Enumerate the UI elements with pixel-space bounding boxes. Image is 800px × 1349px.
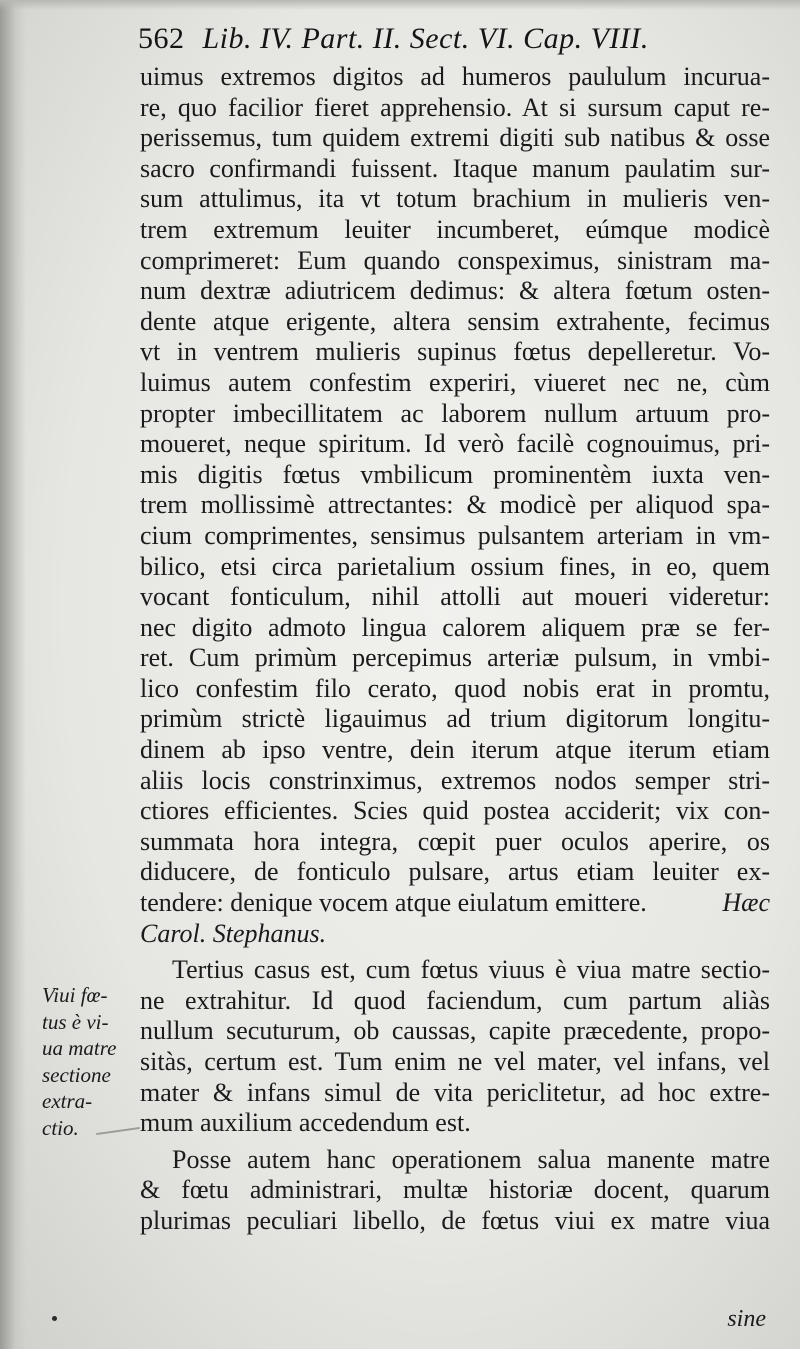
paragraph-line: mater & infans simul de vita periclitetur, ad hoc extre- bbox=[140, 1077, 770, 1107]
marginal-note-line: tus è vi- bbox=[42, 1009, 109, 1034]
text-line: re, quo facilior fieret apprehensio. At si sursum caput re- bbox=[140, 92, 770, 122]
text-line: vt in ventrem mulieris supinus fœtus depelleretur. Vo- bbox=[140, 337, 770, 367]
text-line: moueret, neque spiritum. Id verò facilè cognouimus, pri- bbox=[140, 429, 770, 459]
marginal-note-line: ctio. bbox=[42, 1115, 79, 1140]
text-line: luimus autem confestim experiri, viueret nec ne, cùm bbox=[140, 367, 770, 397]
text-line: dente atque erigente, altera sensim extrahente, fecimus bbox=[140, 306, 770, 336]
paragraph-line: ne extrahitur. Id quod faciendum, cum partum aliàs bbox=[140, 985, 770, 1015]
running-head bbox=[138, 22, 778, 56]
top-edge-shadow bbox=[0, 0, 800, 10]
text-line: dinem ab ipso ventre, dein iterum atque iterum etiam bbox=[140, 735, 770, 765]
text-line: perissemus, tum quidem extremi digiti sub natibus & osse bbox=[140, 123, 770, 153]
text-line: trem mollissimè attrectantes: & modicè per aliquod spa- bbox=[140, 490, 770, 520]
text-line: ctiores efficientes. Scies quid postea acciderit; vix con- bbox=[140, 796, 770, 826]
text-line: sacro confirmandi fuissent. Itaque manum paulatim sur- bbox=[140, 153, 770, 183]
text-line: trem extremum leuiter incumberet, eúmque modicè bbox=[140, 214, 770, 244]
marginal-note-line: Viui fœ- bbox=[42, 983, 108, 1007]
citation-author: Carol. Stephanus. bbox=[140, 918, 327, 948]
paragraph-line: sitàs, certum est. Tum enim ne vel mater, vel infans, vel bbox=[140, 1047, 770, 1076]
text-line: num dextræ adiutricem dedimus: & altera fœtum osten- bbox=[140, 276, 770, 306]
marginal-note-line: sectione bbox=[42, 1062, 111, 1087]
text-line: diducere, de fonticulo pulsare, artus etiam leuiter ex- bbox=[140, 857, 770, 887]
text-line: uimus extremos digitos ad humeros paululum incurua- bbox=[140, 62, 770, 91]
paragraph-line: mum auxilium accedendum est. bbox=[140, 1108, 471, 1138]
text-line: ret. Cum primùm percepimus arteriæ pulsum, in vmbi- bbox=[140, 643, 770, 673]
paragraph-line: plurimas peculiari libello, de fœtus viui ex matre viua bbox=[140, 1205, 770, 1235]
text-line: primùm strictè ligauimus ad trium digitorum longitu- bbox=[140, 704, 770, 734]
text-line: cium comprimentes, sensimus pulsantem arteriam in vm- bbox=[140, 520, 770, 550]
text-line: mis digitis fœtus vmbilicum prominentèm iuxta ven- bbox=[140, 459, 770, 489]
gutter-shadow bbox=[0, 0, 26, 1349]
text-line: nec digito admoto lingua calorem aliquem præ se fer- bbox=[140, 612, 770, 642]
text-line: summata hora integra, cœpit puer oculos aperire, os bbox=[140, 826, 770, 856]
text-line: sum attulimus, ita vt totum brachium in mulieris ven- bbox=[140, 184, 770, 214]
text-line: bilico, etsi circa parietalium ossium fines, in eo, quem bbox=[140, 551, 770, 581]
ink-speck bbox=[52, 1316, 57, 1321]
text-line: aliis locis constrinximus, extremos nodos semper stri- bbox=[140, 765, 770, 795]
paragraph-line: nullum secuturum, ob caussas, capite præcedente, propo- bbox=[140, 1016, 770, 1046]
citation-tag: Hæc bbox=[722, 888, 770, 918]
text-line: lico confestim filo cerato, quod nobis erat in promtu, bbox=[140, 673, 770, 703]
marginal-note-line: extra- bbox=[42, 1089, 93, 1113]
paragraph-line: Tertius casus est, cum fœtus viuus è viua matre sectio- bbox=[172, 955, 770, 985]
marginal-note-line: ua matre bbox=[42, 1036, 117, 1060]
main-text-block bbox=[140, 62, 770, 1237]
catchword: sine bbox=[727, 1306, 766, 1332]
marginal-note bbox=[42, 982, 138, 1141]
text-line-with-citation bbox=[140, 888, 770, 919]
text-line: comprimeret: Eum quando conspeximus, sinistram ma- bbox=[140, 245, 770, 275]
text-line: vocant fonticulum, nihil attolli aut moueri videretur: bbox=[140, 582, 770, 612]
running-title: Lib. IV. Part. II. Sect. VI. Cap. VIII. bbox=[202, 22, 649, 55]
paragraph-line: Posse autem hanc operationem salua manente matre bbox=[172, 1144, 770, 1174]
page-number: 562 bbox=[138, 22, 185, 55]
text-line-end: tendere: denique vocem atque eiulatum emittere. bbox=[140, 888, 647, 918]
paragraph-line: & fœtu administrari, multæ historiæ docent, quarum bbox=[140, 1175, 770, 1205]
text-line: propter imbecillitatem ac laborem nullum artuum pro- bbox=[140, 398, 770, 428]
